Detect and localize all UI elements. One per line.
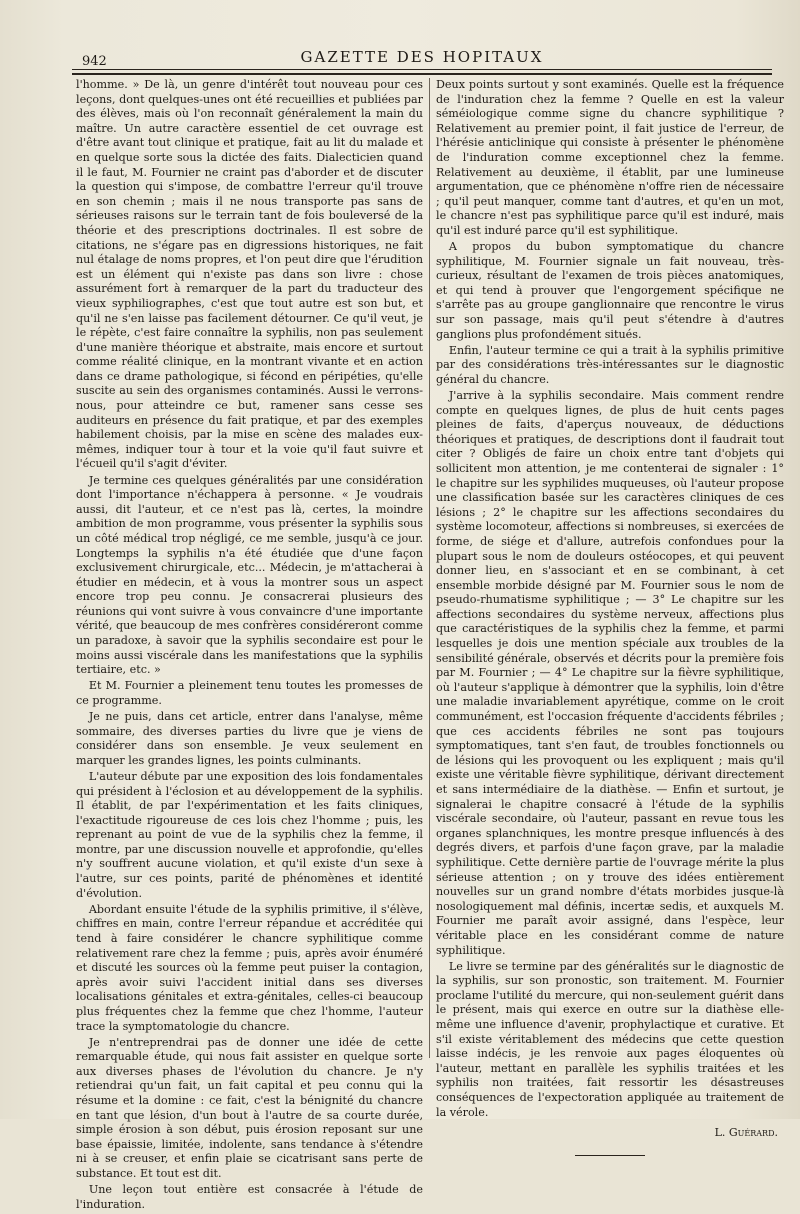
- paragraph: Une leçon tout entière est consacrée à l'étude de l'induration.: [76, 1183, 423, 1211]
- paragraph: L'auteur débute par une exposition des lois fondamentales qui président à l'éclosion et au développement de la syphilis. Il établit, de par l'expérimentation et les faits cliniques, l'exactitude rigoureuse de ces lois chez l'homme ; puis, les reprenant au point de vue de la syphilis chez la femme, il montre, par une discussion nouvelle et approfondie, qu'elles n'y souffrent aucune violation, et qu'il existe d'un sexe à l'autre, sur ces points, parité de phénomènes et identité d'évolution.: [76, 769, 423, 900]
- page-header: [72, 40, 772, 68]
- journal-title: GAZETTE DES HOPITAUX: [300, 48, 544, 66]
- author-signature: L. Guérard.: [714, 1126, 778, 1140]
- left-column: [76, 78, 423, 1214]
- header-rule-thick: [72, 73, 772, 75]
- column-divider: [429, 78, 430, 1058]
- paragraph: Le livre se termine par des généralités sur le diagnostic de la syphilis, sur son pronostic, son traitement. M. Fournier proclame l'utilité du mercure, qui non-seulement guérit dans le présent, mais qui exerce en outre sur la diathèse elle-même une influence d'avenir, prophylactique et curative. Et s'il existe véritablement des médecins que cette question laisse indécis, je les renvoie aux pages éloquentes où l'auteur, mettant en parallèle les syphilis traitées et les syphilis non traitées, fait ressortir les désastreuses conséquences de l'expectoration appliquée au traitement de la vérole.: [436, 959, 784, 1119]
- paragraph: l'homme. » De là, un genre d'intérêt tout nouveau pour ces leçons, dont quelques-unes ont été recueillies et publiées par des élèves, mais où l'on reconnaît généralement la main du maître. Un autre caractère essentiel de cet ouvrage est d'être avant tout clinique et pratique, fait au lit du malade et en quelque sorte sous la dictée des faits. Dialecticien quand il le faut, M. Fournier ne craint pas d'aborder et de discuter la question qui s'impose, de combattre l'erreur qu'il trouve en son chemin ; mais il ne nous transporte pas sans de sérieuses raisons sur le terrain tant de fois bouleversé de la théorie et des prescriptions doctrinales. Il est sobre de citations, ne s'égare pas en digressions historiques, ne fait nul étalage de noms propres, et l'on peut dire que l'érudition est un élément qui n'existe pas dans son livre : chose assurément fort à remarquer de la part du traducteur des vieux syphiliographes, c'est que tout autre est son but, et qu'il ne s'en laisse pas facilement détourner. Ce qu'il veut, je le répète, c'est faire connaître la syphilis, non pas seulement d'une manière théorique et abstraite, mais encore et surtout comme réalité clinique, en la montrant vivante et en action dans ce drame pathologique, si fécond en péripéties, qu'elle suscite au sein des organismes contaminés. Aussi le verrons-nous, pour atteindre ce but, ramener sans cesse ses auditeurs en présence du fait pratique, et par des exemples habilement choisis, par la mise en scène des malades eux-mêmes, indiquer tour à tour et la voie qu'il faut suivre et l'écueil qu'il s'agit d'éviter.: [76, 78, 424, 471]
- header-rule-thin: [72, 69, 772, 70]
- paragraph: Je termine ces quelques généralités par une considération dont l'importance n'échappera à personne. « Je voudrais aussi, dit l'auteur, et ce n'est pas là, certes, la moindre ambition de mon programme, vous présenter la syphilis sous un côté médical trop négligé, ce me semble, jusqu'à ce jour. Longtemps la syphilis n'a été étudiée que d'une façon exclusivement chirurgicale, etc... Médecin, je m'attacherai à étudier en médecin, et à vous la montrer sous un aspect encore trop peu connu. Je consacrerai plusieurs des réunions qui vont suivre à vous convaincre d'une importante vérité, que beaucoup de mes confrères considéreront comme un paradoxe, à savoir que la syphilis secondaire est pour le moins aussi viscérale dans les manifestations que la syphilis tertiaire, etc. »: [76, 473, 423, 677]
- paragraph: Deux points surtout y sont examinés. Quelle est la fréquence de l'induration chez la femme ? Quelle en est la valeur séméiologique comme signe du chancre syphilitique ? Relativement au premier point, il fait justice de l'erreur, de l'hérésie anticlinique qui consiste à présenter le phénomène de l'induration comme exceptionnel chez la femme. Relativement au deuxième, il établit, par une lumineuse argumentation, que ce phénomène n'offre rien de nécessaire ; qu'il peut manquer, comme tant d'autres, et qu'en un mot, le chancre n'est pas syphilitique parce qu'il est induré, mais qu'il est induré parce qu'il est syphilitique.: [436, 78, 784, 237]
- paragraph: Et M. Fournier a pleinement tenu toutes les promesses de ce programme.: [76, 679, 423, 707]
- paragraph: J'arrive à la syphilis secondaire. Mais comment rendre compte en quelques lignes, de plus de huit cents pages pleines de faits, d'aperçus nouveaux, de déductions théoriques et pratiques, de descriptions dont il faudrait tout citer ? Obligés de faire un choix entre tant d'objets qui sollicitent mon attention, je me contenterai de signaler : 1° le chapitre sur les syphilides muqueuses, où l'auteur propose une classification basée sur les caractères cliniques de ces lésions ; 2° le chapitre sur les affections secondaires du système locomoteur, affections si nombreuses, si exercées de forme, de siége et d'allure, autrefois confondues pour la plupart sous le nom de douleurs ostéocopes, et qui peuvent donner lieu, en s'associant et en se combinant, à cet ensemble morbide désigné par M. Fournier sous le nom de pseudo-rhumatisme syphilitique ; — 3° Le chapitre sur les affections secondaires du système nerveux, affections plus que caractéristiques de la syphilis chez la femme, et parmi lesquelles je dois une mention spéciale aux troubles de la sensibilité générale, observés et décrits pour la première fois par M. Fournier ; — 4° Le chapitre sur la fièvre syphilitique, où l'auteur s'applique à démontrer que la syphilis, loin d'être une maladie invariablement apyrétique, comme on le croit communément, est l'occasion fréquente d'accidents fébriles ; que ces accidents fébriles ne sont pas toujours symptomatiques, tant s'en faut, de troubles fonctionnels ou de lésions qui les provoquent ou les expliquent ; mais qu'il existe une véritable fièvre syphilitique, dérivant directement et sans intermédiaire de la diathèse. — Enfin et surtout, je signalerai le chapitre consacré à l'étude de la syphilis viscérale secondaire, où l'auteur, passant en revue tous les organes splanchniques, les montre presque influencés à des degrés divers, et parfois d'une façon grave, par la maladie syphilitique. Cette dernière partie de l'ouvrage mérite la plus sérieuse attention ; on y trouve des idées entièrement nouvelles sur un grand nombre d'états morbides jusque-là nosologiquement mal définis, incertæ sedis, et auxquels M. Fournier me paraît avoir assigné, dans l'espèce, leur véritable place en les considérant comme de nature syphilitique.: [436, 388, 784, 957]
- page-number: 942: [82, 54, 107, 69]
- paragraph: Enfin, l'auteur termine ce qui a trait à la syphilis primitive par des considérations très-intéressantes sur le diagnostic général du chancre.: [436, 343, 784, 386]
- paragraph: Je ne puis, dans cet article, entrer dans l'analyse, même sommaire, des diverses parties du livre que je viens de considérer dans son ensemble. Je veux seulement en marquer les grandes lignes, les points culminants.: [76, 710, 423, 767]
- paragraph: Je n'entreprendrai pas de donner une idée de cette remarquable étude, qui nous fait assister en quelque sorte aux diverses phases de l'évolution du chancre. Je n'y retiendrai qu'un fait, un fait capital et peu connu qui la résume et la domine : ce fait, c'est la bénignité du chancre en tant que lésion, d'un bout à l'autre de sa courte durée, simple érosion à son début, puis érosion reposant sur une base épaissie, limitée, indolente, sans tendance à s'étendre ni à se creuser, et enfin plaie se cicatrisant sans perte de substance. Et tout est dit.: [76, 1035, 423, 1180]
- paragraph: A propos du bubon symptomatique du chancre syphilitique, M. Fournier signale un fait nouveau, très-curieux, résultant de l'examen de trois pièces anatomiques, et qui tend à prouver que l'engorgement spécifique ne s'arrête pas au groupe ganglionnaire que rencontre le virus sur son passage, mais qu'il peut s'étendre à d'autres ganglions plus profondément situés.: [436, 240, 784, 341]
- right-column: [436, 78, 784, 1156]
- end-rule: [575, 1155, 645, 1156]
- paragraph: Abordant ensuite l'étude de la syphilis primitive, il s'élève, chiffres en main, contre l'erreur répandue et accréditée qui tend à faire considérer le chancre syphilitique comme relativement rare chez la femme ; puis, après avoir énuméré et discuté les sources où la femme peut puiser la contagion, après avoir suivi l'accident initial dans ses diverses localisations génitales et extra-génitales, celles-ci beaucoup plus fréquentes chez la femme que chez l'homme, l'auteur trace la symptomatologie du chancre.: [76, 902, 423, 1033]
